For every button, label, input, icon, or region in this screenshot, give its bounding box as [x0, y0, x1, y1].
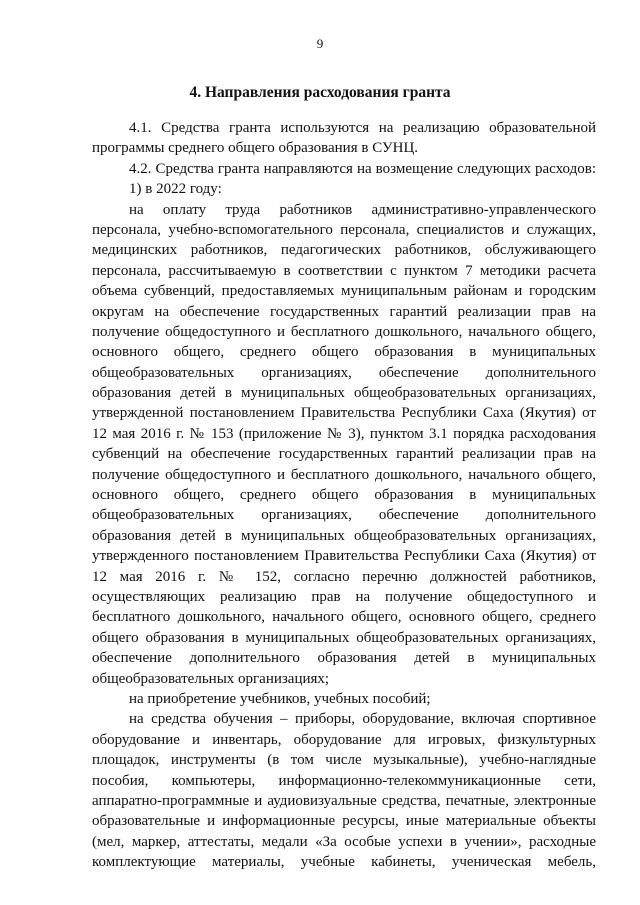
text-line: общего образования в муниципальных общеобразовательных организациях,: [92, 629, 596, 646]
text-line: медицинских работников, педагогических работников, обслуживающего: [92, 242, 596, 259]
text-line: объема субвенций, предоставляемых муниципальным районам и городским: [92, 283, 596, 300]
page-number: 9: [316, 36, 324, 51]
text-line: общеобразовательных организациях, обеспечение дополнительного: [92, 364, 596, 381]
text-line: персонала, рассчитываемую в соответствии с пунктом 7 методики расчета: [92, 262, 596, 279]
text-line: основного общего, среднего общего образования в муниципальных: [92, 487, 596, 504]
section-heading: 4. Направления расходования гранта: [189, 84, 451, 101]
text-line: 4.1. Средства гранта используются на реализацию образовательной: [129, 120, 596, 136]
text-line: общеобразовательных организациях, обеспечение дополнительного: [92, 507, 596, 524]
text-line: оборудование и инвентарь, оборудование для игровых, физкультурных: [92, 731, 596, 748]
text-line: общеобразовательных организациях;: [92, 670, 330, 687]
text-line: утвержденного постановлением Правительства Республики Саха (Якутия) от: [92, 548, 596, 565]
text-line: комплектующие материалы, учебные кабинеты, ученическая мебель,: [92, 854, 596, 871]
text-line: 12 мая 2016 г. № 152, согласно перечню должностей работников,: [92, 568, 596, 585]
text-line: программы среднего общего образования в СУНЦ.: [92, 140, 419, 157]
text-line: 12 мая 2016 г. № 153 (приложение № 3), пунктом 3.1 порядка расходования: [92, 425, 596, 442]
text-line: образовательные и информационные ресурсы, иные материальные объекты: [92, 813, 596, 830]
document-body: [92, 118, 596, 872]
text-line: на оплату труда работников административно-управленческого: [129, 201, 596, 218]
text-line: площадок, инструменты (в том числе музыкальные), учебно-наглядные: [92, 752, 596, 769]
text-line: образования детей в муниципальных общеобразовательных организациях,: [92, 527, 596, 544]
text-line: обеспечение дополнительного образования детей в муниципальных: [92, 650, 596, 667]
text-line: пособия, компьютеры, информационно-телекоммуникационные сети,: [92, 772, 596, 789]
text-line: утвержденной постановлением Правительства Республики Саха (Якутия) от: [92, 405, 596, 422]
text-line: основного общего, среднего общего образования в муниципальных: [92, 344, 596, 361]
text-line: аппаратно-программные и аудиовизуальные средства, печатные, электронные: [92, 792, 596, 809]
text-line: субвенций на обеспечение государственных гарантий реализации прав на: [92, 446, 596, 463]
text-line: (мел, маркер, аттестаты, медали «За особые успехи в учении», расходные: [92, 833, 596, 850]
text-line: 1) в 2022 году:: [129, 181, 222, 198]
text-line: осуществляющих реализацию прав на получение общедоступного и: [92, 588, 596, 605]
text-line: 4.2. Средства гранта направляются на возмещение следующих расходов:: [129, 160, 596, 177]
text-line: образования детей в муниципальных общеобразовательных организациях,: [92, 385, 596, 402]
text-line: бесплатного дошкольного, начального общего, основного общего, среднего: [92, 609, 596, 626]
text-line: персонала, учебно-вспомогательного персонала, специалистов и служащих,: [92, 221, 596, 238]
text-line: на приобретение учебников, учебных пособий;: [129, 690, 431, 707]
text-line: округам на обеспечение государственных гарантий реализации прав на: [92, 303, 596, 320]
text-line: получение общедоступного и бесплатного дошкольного, начального общего,: [92, 466, 596, 483]
text-line: на средства обучения – приборы, оборудование, включая спортивное: [129, 711, 596, 728]
text-line: получение общедоступного и бесплатного дошкольного, начального общего,: [92, 323, 596, 340]
